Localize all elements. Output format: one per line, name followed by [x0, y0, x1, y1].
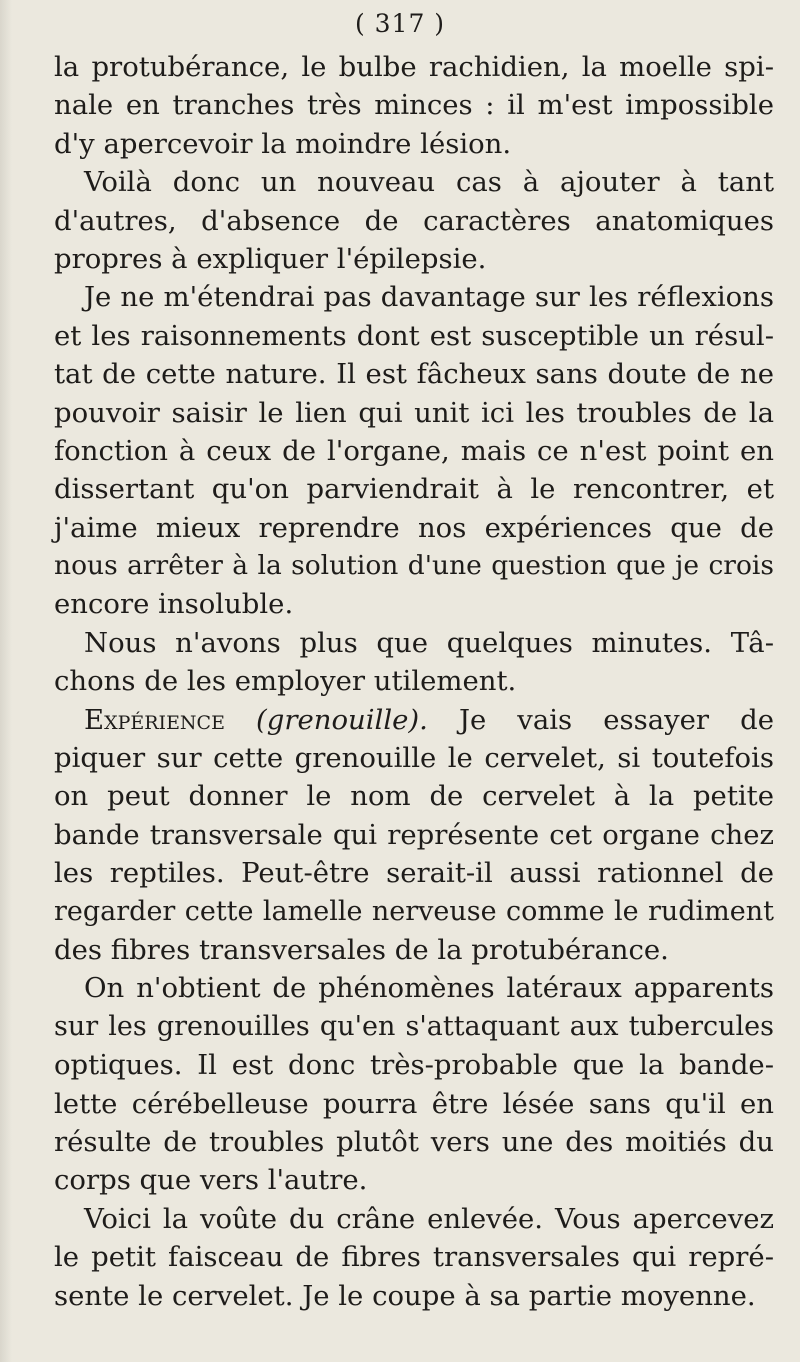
text-line: chons de les employer utilement.: [54, 665, 517, 698]
text-line: dissertant qu'on parviendrait à le rencontrer, et: [54, 473, 774, 506]
text-line: nale en tranches très minces : il m'est impossible: [54, 89, 774, 122]
page-edge-shadow: [0, 0, 12, 1362]
text-line: tat de cette nature. Il est fâcheux sans doute de ne: [54, 358, 774, 391]
text-line: pouvoir saisir le lien qui unit ici les troubles de la: [54, 396, 774, 429]
text-line: regarder cette lamelle nerveuse comme le rudiment: [54, 895, 774, 927]
text-line: piquer sur cette grenouille le cervelet, si toutefois: [54, 742, 774, 775]
text-line: les reptiles. Peut-être serait-il aussi rationnel de: [54, 857, 774, 890]
text-line: optiques. Il est donc très-probable que la bande-: [54, 1049, 774, 1082]
page-number: ( 317 ): [354, 9, 446, 38]
text-line: sente le cervelet. Je le coupe à sa partie moyenne.: [54, 1279, 756, 1312]
text-line: sur les grenouilles qu'en s'attaquant aux tubercules: [54, 1010, 774, 1042]
text-line: le petit faisceau de fibres transversales qui repré-: [54, 1241, 774, 1274]
text-line: bande transversale qui représente cet organe chez: [54, 818, 774, 851]
text-line: [54, 701, 774, 739]
text-line: propres à expliquer l'épilepsie.: [54, 242, 487, 275]
text-line: résulte de troubles plutôt vers une des moitiés du: [54, 1125, 774, 1158]
text-line: des fibres transversales de la protubérance.: [54, 933, 669, 966]
text-line: la protubérance, le bulbe rachidien, la moelle spi-: [54, 51, 774, 83]
text-line: Je ne m'étendrai pas davantage sur les réflexions: [84, 281, 774, 314]
body-text: [54, 48, 774, 1315]
text-line: on peut donner le nom de cervelet à la petite: [54, 780, 774, 813]
text-line: On n'obtient de phénomènes latéraux apparents: [84, 972, 774, 1005]
text-line: d'y apercevoir la moindre lésion.: [54, 127, 512, 160]
section-heading-subject: (grenouille).: [224, 703, 428, 736]
text-line: Voilà donc un nouveau cas à ajouter à tant: [84, 166, 774, 199]
text-line: corps que vers l'autre.: [54, 1164, 368, 1197]
text-line: fonction à ceux de l'organe, mais ce n'est point en: [54, 434, 774, 467]
text-run: Je vais essayer de: [427, 703, 774, 736]
text-line: lette cérébelleuse pourra être lésée sans qu'il en: [54, 1087, 774, 1120]
text-line: et les raisonnements dont est susceptible un résul-: [54, 319, 774, 352]
text-line: d'autres, d'absence de caractères anatomiques: [54, 204, 774, 237]
section-heading-experience: Expérience: [84, 703, 225, 736]
text-line: nous arrêter à la solution d'une question que je crois: [54, 550, 774, 582]
text-line: encore insoluble.: [54, 588, 294, 621]
text-line: Nous n'avons plus que quelques minutes. Tâ-: [84, 626, 774, 659]
text-line: Voici la voûte du crâne enlevée. Vous apercevez: [84, 1202, 774, 1235]
text-line: j'aime mieux reprendre nos expériences que de: [54, 511, 774, 544]
